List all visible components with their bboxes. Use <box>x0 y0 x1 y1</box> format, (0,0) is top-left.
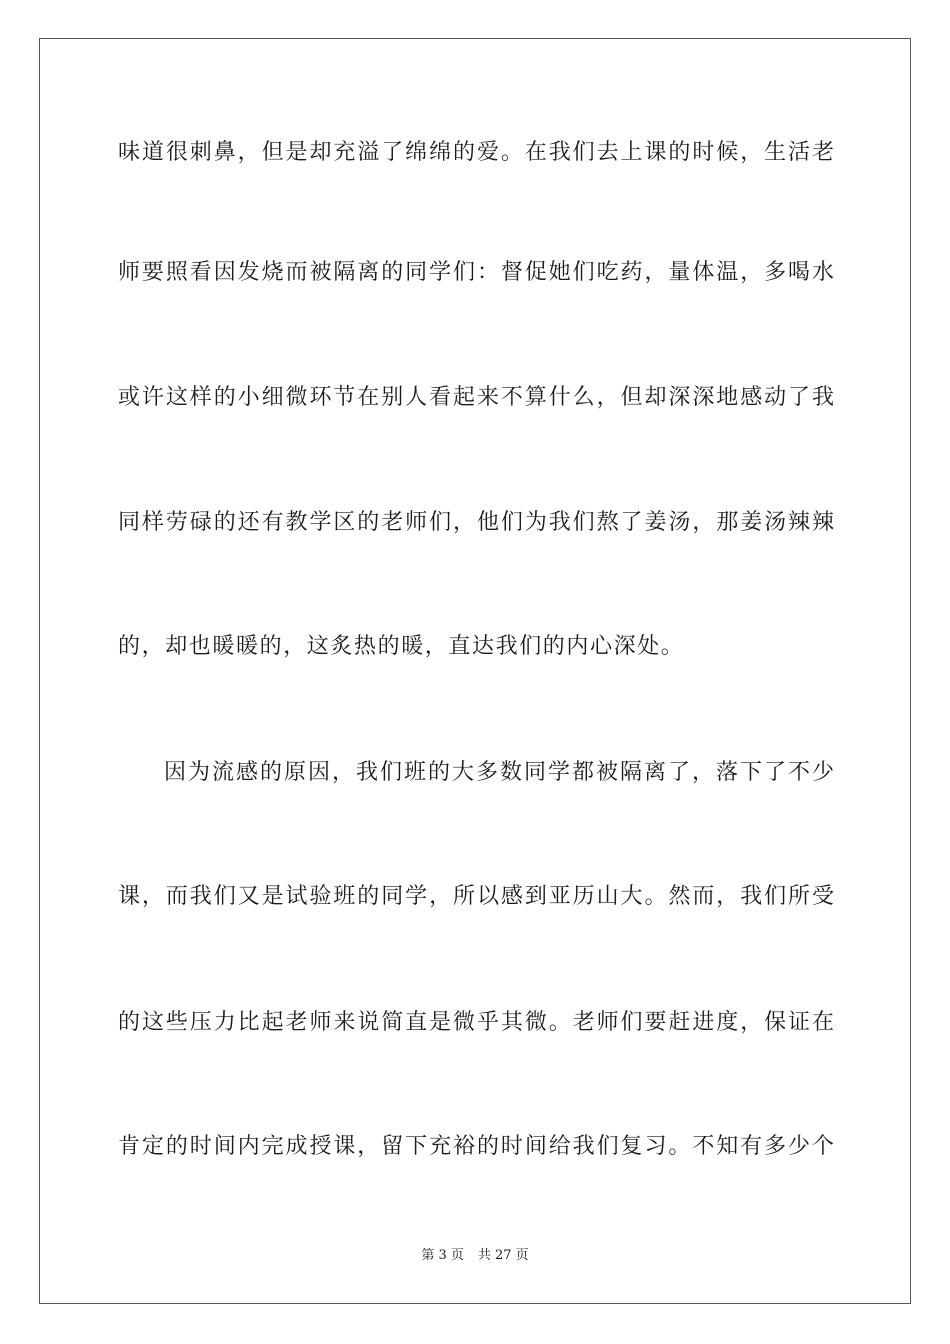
page-number: 第 3 页 <box>421 1248 464 1263</box>
body-line-9: 肯定的时间内完成授课，留下充裕的时间给我们复习。不知有多少个 <box>118 1134 834 1159</box>
body-line-4: 同样劳碌的还有教学区的老师们，他们为我们熬了姜汤，那姜汤辣辣 <box>118 510 834 535</box>
body-line-3: 或许这样的小细微环节在别人看起来不算什么，但却深深地感动了我 <box>118 385 834 410</box>
body-line-8: 的这些压力比起老师来说简直是微乎其微。老师们要赶进度，保证在 <box>118 1010 834 1035</box>
body-line-6-paragraph-start: 因为流感的原因，我们班的大多数同学都被隔离了，落下了不少 <box>164 760 834 785</box>
page-total: 共 27 页 <box>477 1248 529 1263</box>
body-line-1: 味道很刺鼻，但是却充溢了绵绵的爱。在我们去上课的时候，生活老 <box>118 140 834 165</box>
page-border <box>39 38 911 1304</box>
page-footer <box>0 1247 950 1265</box>
body-line-2: 师要照看因发烧而被隔离的同学们：督促她们吃药，量体温，多喝水 <box>118 260 834 285</box>
body-line-7: 课，而我们又是试验班的同学，所以感到亚历山大。然而，我们所受 <box>118 884 834 909</box>
body-line-5: 的，却也暖暖的，这炙热的暖，直达我们的内心深处。 <box>118 634 685 659</box>
